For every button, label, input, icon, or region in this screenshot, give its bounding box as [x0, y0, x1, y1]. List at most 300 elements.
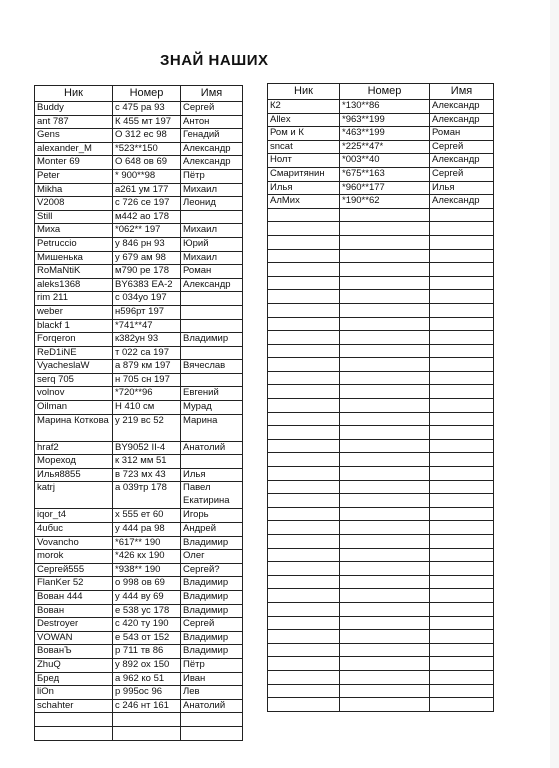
- table-row: [268, 344, 494, 358]
- empty-cell: [340, 521, 430, 535]
- table-row: [35, 333, 243, 347]
- cell-name: Андрей: [181, 523, 243, 537]
- empty-cell: [340, 562, 430, 576]
- table-row: [35, 536, 243, 550]
- table-row: [35, 319, 243, 333]
- cell-name: [181, 455, 243, 469]
- cell-number: *963**199: [340, 113, 430, 127]
- table-row: [35, 713, 243, 727]
- cell-nick: V2008: [35, 197, 113, 211]
- table-row: [35, 591, 243, 605]
- empty-cell: [340, 602, 430, 616]
- cell-number: м442 ао 178: [113, 210, 181, 224]
- page-title: ЗНАЙ НАШИХ: [160, 52, 269, 69]
- table-row: [35, 699, 243, 713]
- header-number: Номер: [113, 86, 181, 102]
- empty-cell: [340, 467, 430, 481]
- cell-name: Юрий: [181, 237, 243, 251]
- table-row: [35, 726, 243, 740]
- table-row: [35, 645, 243, 659]
- empty-cell: [340, 249, 430, 263]
- table-row: [268, 480, 494, 494]
- empty-cell: [340, 507, 430, 521]
- cell-name: Михаил: [181, 224, 243, 238]
- cell-nick: Илья8855: [35, 468, 113, 482]
- cell-nick: Мореход: [35, 455, 113, 469]
- left-table: [34, 85, 243, 741]
- empty-cell: [430, 453, 494, 467]
- cell-number: с 726 се 197: [113, 197, 181, 211]
- cell-name: [181, 210, 243, 224]
- empty-cell: [430, 399, 494, 413]
- cell-name: Мурад: [181, 401, 243, 415]
- empty-cell: [430, 426, 494, 440]
- cell-nick: Destroyer: [35, 618, 113, 632]
- empty-cell: [340, 453, 430, 467]
- table-row: [268, 263, 494, 277]
- empty-cell: [430, 222, 494, 236]
- empty-cell: [430, 630, 494, 644]
- cell-nick: Миха: [35, 224, 113, 238]
- table-row: [35, 482, 243, 509]
- empty-cell: [268, 439, 340, 453]
- table-row: [268, 399, 494, 413]
- cell-number: BY6383 EA-2: [113, 278, 181, 292]
- cell-nick: morok: [35, 550, 113, 564]
- cell-nick: rim 211: [35, 292, 113, 306]
- empty-cell: [268, 453, 340, 467]
- table-row: [35, 618, 243, 632]
- cell-name: Владимир: [181, 591, 243, 605]
- cell-number: *523**150: [113, 142, 181, 156]
- cell-number: к 312 мм 51: [113, 455, 181, 469]
- empty-cell: [340, 235, 430, 249]
- cell-number: у 679 ам 98: [113, 251, 181, 265]
- cell-nick: weber: [35, 305, 113, 319]
- empty-cell: [268, 249, 340, 263]
- empty-cell: [430, 235, 494, 249]
- cell-number: *741**47: [113, 319, 181, 333]
- table-row: [268, 439, 494, 453]
- cell-nick: Still: [35, 210, 113, 224]
- cell-nick: volnov: [35, 387, 113, 401]
- cell-number: у 444 ву 69: [113, 591, 181, 605]
- cell-nick: Нолт: [268, 154, 340, 168]
- table-row: [268, 670, 494, 684]
- empty-cell: [430, 657, 494, 671]
- cell-name: Олег: [181, 550, 243, 564]
- cell-number: е 543 от 152: [113, 631, 181, 645]
- table-row: [35, 265, 243, 279]
- empty-cell: [268, 643, 340, 657]
- cell-name: Александр: [430, 113, 494, 127]
- empty-cell: [340, 385, 430, 399]
- cell-name: [181, 292, 243, 306]
- cell-name: Владимир: [181, 631, 243, 645]
- table-row: [35, 278, 243, 292]
- cell-name: Владимир: [181, 577, 243, 591]
- cell-number: *003**40: [340, 154, 430, 168]
- cell-name: Сергей: [430, 167, 494, 181]
- cell-name: Александр: [430, 195, 494, 209]
- cell-nick: alexander_M: [35, 142, 113, 156]
- cell-name: Михаил: [181, 183, 243, 197]
- cell-name: Иван: [181, 672, 243, 686]
- cell-number: р 711 тв 86: [113, 645, 181, 659]
- cell-nick: liOn: [35, 686, 113, 700]
- empty-cell: [430, 521, 494, 535]
- empty-cell: [268, 317, 340, 331]
- empty-cell: [430, 412, 494, 426]
- cell-name: Лев: [181, 686, 243, 700]
- table-row: [35, 129, 243, 143]
- empty-cell: [340, 630, 430, 644]
- empty-cell: [430, 684, 494, 698]
- table-row: [268, 331, 494, 345]
- cell-name: Сергей: [181, 102, 243, 116]
- empty-cell: [430, 344, 494, 358]
- table-row: [35, 577, 243, 591]
- header-name: Имя: [430, 84, 494, 100]
- cell-nick: Вован 444: [35, 591, 113, 605]
- header-name: Имя: [181, 86, 243, 102]
- table-row: [35, 604, 243, 618]
- empty-cell: [430, 535, 494, 549]
- table-row: [35, 373, 243, 387]
- cell-number: *190**62: [340, 195, 430, 209]
- table-row: [35, 224, 243, 238]
- cell-name: Сергей: [181, 618, 243, 632]
- empty-cell: [268, 602, 340, 616]
- empty-cell: [268, 412, 340, 426]
- cell-number: О 312 ес 98: [113, 129, 181, 143]
- cell-number: *675**163: [340, 167, 430, 181]
- cell-name: [181, 305, 243, 319]
- table-row: [35, 401, 243, 415]
- empty-cell: [430, 331, 494, 345]
- cell-name: Владимир: [181, 645, 243, 659]
- table-row: [35, 156, 243, 170]
- table-row: [268, 698, 494, 712]
- empty-cell: [268, 371, 340, 385]
- cell-number: *062** 197: [113, 224, 181, 238]
- table-row: [268, 222, 494, 236]
- cell-name: Роман: [181, 265, 243, 279]
- cell-name: Игорь: [181, 509, 243, 523]
- cell-number: а 879 км 197: [113, 360, 181, 374]
- cell-name: Марина: [181, 414, 243, 441]
- cell-nick: sncat: [268, 140, 340, 154]
- cell-number: *463**199: [340, 127, 430, 141]
- table-row: [268, 494, 494, 508]
- cell-name: [181, 319, 243, 333]
- scan-edge: [550, 0, 559, 768]
- cell-nick: VOWAN: [35, 631, 113, 645]
- empty-cell: [268, 507, 340, 521]
- empty-cell: [430, 616, 494, 630]
- cell-nick: Бред: [35, 672, 113, 686]
- table-row: [35, 142, 243, 156]
- table-row: [35, 210, 243, 224]
- cell-nick: Gens: [35, 129, 113, 143]
- cell-nick: iqor_t4: [35, 509, 113, 523]
- cell-name: Антон: [181, 115, 243, 129]
- table-row: [268, 100, 494, 114]
- table-row: [268, 317, 494, 331]
- table-row: [268, 412, 494, 426]
- table-row: [35, 631, 243, 645]
- empty-cell: [430, 589, 494, 603]
- cell-number: *720**96: [113, 387, 181, 401]
- empty-cell: [268, 698, 340, 712]
- empty-cell: [181, 713, 243, 727]
- cell-number: *617** 190: [113, 536, 181, 550]
- empty-cell: [340, 208, 430, 222]
- table-row: [35, 563, 243, 577]
- empty-cell: [268, 630, 340, 644]
- table-row: [268, 371, 494, 385]
- empty-cell: [430, 562, 494, 576]
- empty-cell: [430, 548, 494, 562]
- empty-cell: [268, 521, 340, 535]
- empty-cell: [268, 548, 340, 562]
- cell-nick: blackf 1: [35, 319, 113, 333]
- cell-name: Владимир: [181, 604, 243, 618]
- empty-cell: [340, 684, 430, 698]
- empty-cell: [340, 548, 430, 562]
- cell-number: BY9052 II-4: [113, 441, 181, 455]
- cell-number: а 039тр 178: [113, 482, 181, 509]
- table-row: [35, 251, 243, 265]
- cell-number: у 219 вс 52: [113, 414, 181, 441]
- cell-name: Евгений: [181, 387, 243, 401]
- empty-cell: [268, 290, 340, 304]
- cell-nick: Vovancho: [35, 536, 113, 550]
- table-row: [35, 672, 243, 686]
- empty-cell: [340, 480, 430, 494]
- cell-nick: RoMaNtiK: [35, 265, 113, 279]
- empty-cell: [340, 643, 430, 657]
- empty-cell: [430, 317, 494, 331]
- cell-nick: hraf2: [35, 441, 113, 455]
- cell-name: Александр: [181, 142, 243, 156]
- header-nick: Ник: [35, 86, 113, 102]
- cell-number: *426 кх 190: [113, 550, 181, 564]
- table-row: [268, 113, 494, 127]
- cell-nick: Allex: [268, 113, 340, 127]
- cell-number: с 034уо 197: [113, 292, 181, 306]
- table-row: [35, 387, 243, 401]
- empty-cell: [340, 589, 430, 603]
- empty-cell: [430, 358, 494, 372]
- cell-nick: ВованЪ: [35, 645, 113, 659]
- empty-cell: [268, 208, 340, 222]
- table-row: [268, 602, 494, 616]
- empty-cell: [430, 439, 494, 453]
- empty-cell: [268, 589, 340, 603]
- cell-nick: Buddy: [35, 102, 113, 116]
- cell-nick: Oilman: [35, 401, 113, 415]
- empty-cell: [430, 263, 494, 277]
- empty-cell: [340, 670, 430, 684]
- cell-nick: katrj: [35, 482, 113, 509]
- cell-name: Сергей?: [181, 563, 243, 577]
- cell-name: Анатолий: [181, 699, 243, 713]
- table-row: [268, 303, 494, 317]
- table-row: [268, 195, 494, 209]
- cell-nick: Марина Коткова: [35, 414, 113, 441]
- cell-nick: Forqeron: [35, 333, 113, 347]
- right-table: [267, 83, 494, 712]
- empty-cell: [430, 276, 494, 290]
- cell-nick: ZhuQ: [35, 658, 113, 672]
- empty-cell: [430, 602, 494, 616]
- cell-name: Роман: [430, 127, 494, 141]
- cell-nick: Peter: [35, 169, 113, 183]
- empty-cell: [268, 331, 340, 345]
- empty-cell: [340, 222, 430, 236]
- cell-nick: Илья: [268, 181, 340, 195]
- empty-cell: [430, 480, 494, 494]
- cell-name: [181, 373, 243, 387]
- table-row: [268, 385, 494, 399]
- cell-nick: Mikha: [35, 183, 113, 197]
- left-table-body: [35, 102, 243, 741]
- header-number: Номер: [340, 84, 430, 100]
- table-row: [35, 197, 243, 211]
- empty-cell: [113, 713, 181, 727]
- empty-cell: [340, 344, 430, 358]
- cell-nick: 4uбuc: [35, 523, 113, 537]
- cell-number: у 444 ра 98: [113, 523, 181, 537]
- cell-number: а261 ум 177: [113, 183, 181, 197]
- table-row: [268, 562, 494, 576]
- cell-nick: aleks1368: [35, 278, 113, 292]
- cell-number: м790 ре 178: [113, 265, 181, 279]
- empty-cell: [35, 713, 113, 727]
- cell-number: о 998 ов 69: [113, 577, 181, 591]
- empty-cell: [268, 670, 340, 684]
- table-row: [268, 684, 494, 698]
- cell-number: н 705 сн 197: [113, 373, 181, 387]
- cell-number: р 995ос 96: [113, 686, 181, 700]
- empty-cell: [430, 249, 494, 263]
- cell-nick: Вован: [35, 604, 113, 618]
- cell-number: в 723 мх 43: [113, 468, 181, 482]
- cell-name: Илья: [430, 181, 494, 195]
- header-nick: Ник: [268, 84, 340, 100]
- cell-name: Александр: [430, 100, 494, 114]
- table-row: [35, 237, 243, 251]
- cell-nick: Сергей555: [35, 563, 113, 577]
- cell-name: Вячеслав: [181, 360, 243, 374]
- table-row: [268, 589, 494, 603]
- table-row: [268, 235, 494, 249]
- cell-name: Михаил: [181, 251, 243, 265]
- empty-cell: [430, 467, 494, 481]
- table-row: [268, 507, 494, 521]
- table-row: [268, 154, 494, 168]
- table-row: [268, 657, 494, 671]
- cell-number: К 455 мт 197: [113, 115, 181, 129]
- table-row: [35, 441, 243, 455]
- cell-nick: ReD1iNE: [35, 346, 113, 360]
- empty-cell: [430, 507, 494, 521]
- empty-cell: [340, 698, 430, 712]
- empty-cell: [268, 480, 340, 494]
- cell-number: с 420 ту 190: [113, 618, 181, 632]
- empty-cell: [268, 684, 340, 698]
- cell-number: а 962 ко 51: [113, 672, 181, 686]
- table-row: [268, 358, 494, 372]
- cell-name: Владимир: [181, 536, 243, 550]
- empty-cell: [340, 331, 430, 345]
- empty-cell: [181, 726, 243, 740]
- empty-cell: [268, 575, 340, 589]
- cell-name: Павел Екатирина: [181, 482, 243, 509]
- empty-cell: [340, 371, 430, 385]
- cell-number: *938** 190: [113, 563, 181, 577]
- cell-number: н596рт 197: [113, 305, 181, 319]
- empty-cell: [430, 575, 494, 589]
- cell-name: Илья: [181, 468, 243, 482]
- cell-name: [181, 346, 243, 360]
- empty-cell: [268, 263, 340, 277]
- empty-cell: [268, 657, 340, 671]
- table-row: [268, 467, 494, 481]
- empty-cell: [340, 290, 430, 304]
- cell-nick: serq 705: [35, 373, 113, 387]
- cell-number: * 900**98: [113, 169, 181, 183]
- cell-number: *225**47*: [340, 140, 430, 154]
- cell-number: с 246 нт 161: [113, 699, 181, 713]
- empty-cell: [430, 670, 494, 684]
- empty-cell: [340, 616, 430, 630]
- empty-cell: [340, 439, 430, 453]
- empty-cell: [430, 290, 494, 304]
- table-row: [35, 550, 243, 564]
- table-row: [35, 183, 243, 197]
- table-row: [268, 167, 494, 181]
- cell-number: у 892 ох 150: [113, 658, 181, 672]
- table-row: [268, 249, 494, 263]
- table-row: [35, 523, 243, 537]
- cell-nick: К2: [268, 100, 340, 114]
- table-row: [268, 453, 494, 467]
- empty-cell: [340, 426, 430, 440]
- cell-nick: Monter 69: [35, 156, 113, 170]
- cell-name: Пётр: [181, 169, 243, 183]
- empty-cell: [340, 358, 430, 372]
- empty-cell: [340, 535, 430, 549]
- cell-number: *960**177: [340, 181, 430, 195]
- table-row: [268, 616, 494, 630]
- cell-name: Александр: [181, 156, 243, 170]
- empty-cell: [430, 385, 494, 399]
- cell-nick: Petruccio: [35, 237, 113, 251]
- cell-nick: FlanKer 52: [35, 577, 113, 591]
- empty-cell: [268, 222, 340, 236]
- table-row: [35, 455, 243, 469]
- cell-number: Н 410 см: [113, 401, 181, 415]
- table-row: [35, 509, 243, 523]
- cell-number: с 475 ра 93: [113, 102, 181, 116]
- table-row: [35, 346, 243, 360]
- table-row: [268, 290, 494, 304]
- table-row: [35, 115, 243, 129]
- cell-nick: schahter: [35, 699, 113, 713]
- table-row: [35, 414, 243, 441]
